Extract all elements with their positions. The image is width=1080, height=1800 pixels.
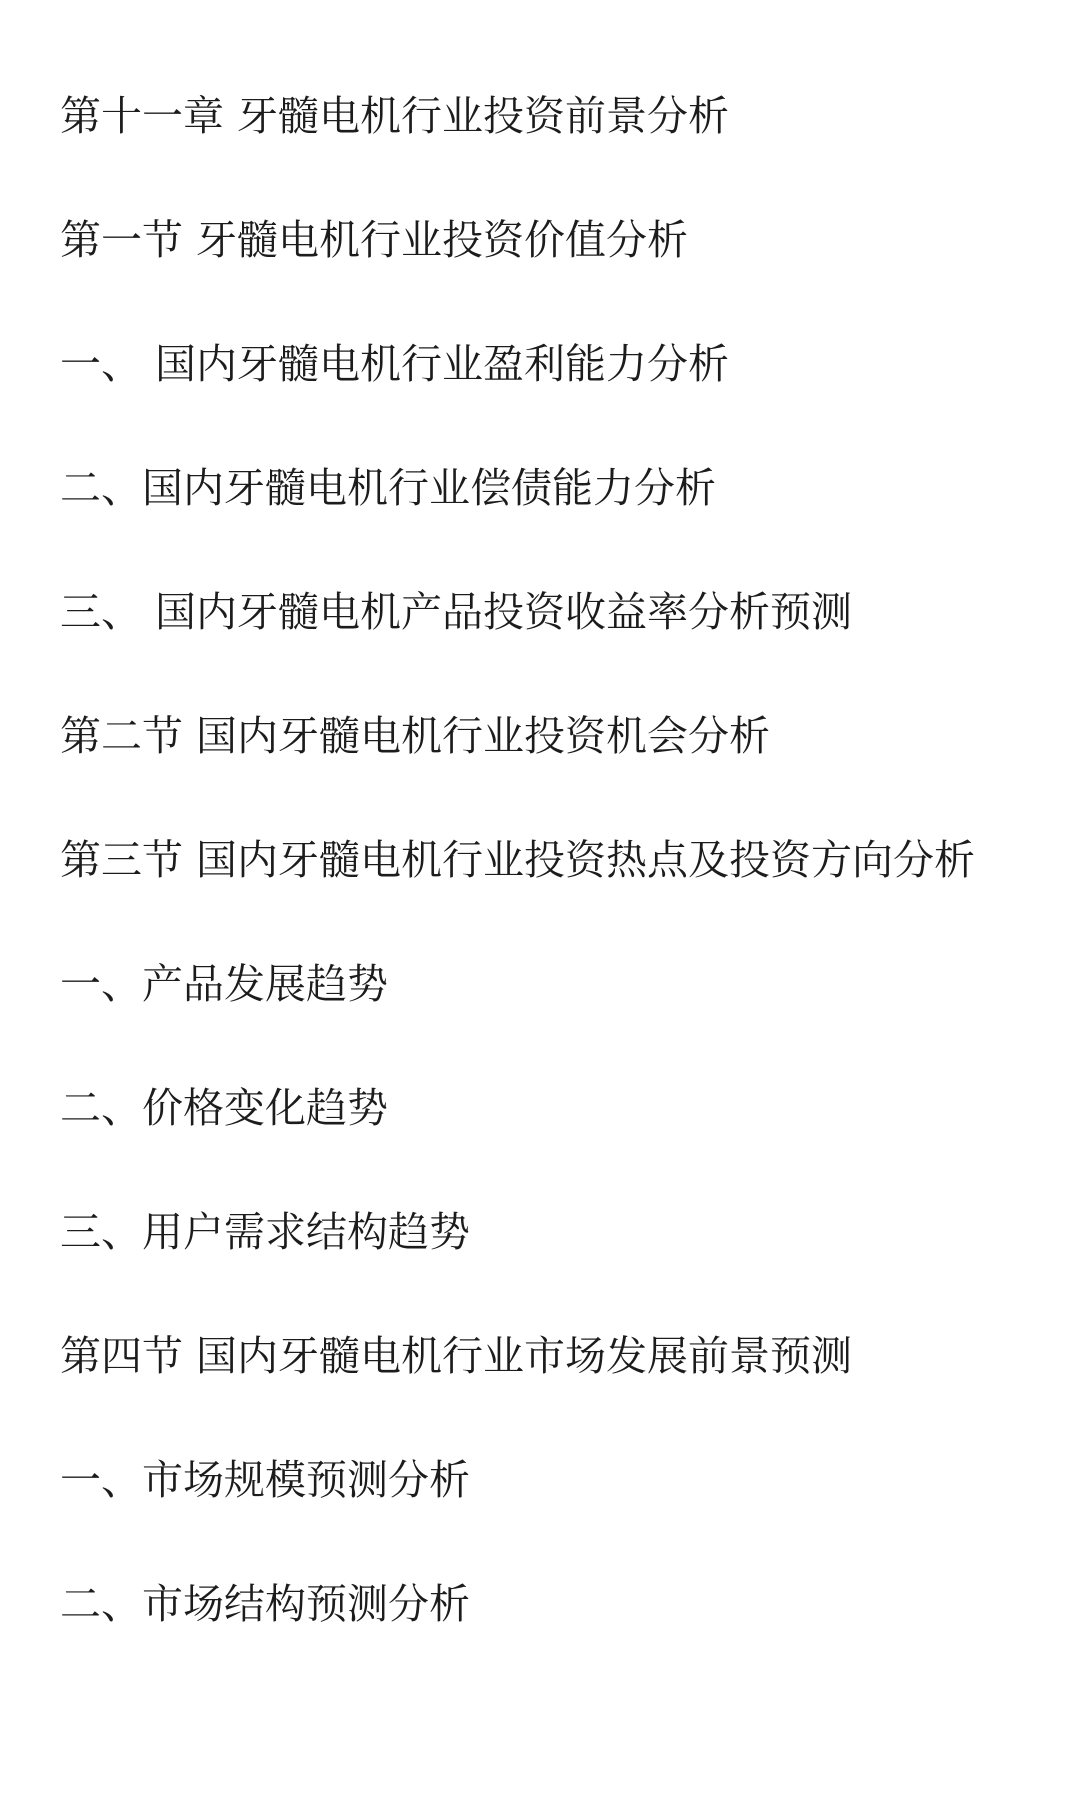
list-item: 一、产品发展趋势	[60, 960, 388, 1008]
list-item: 二、市场结构预测分析	[60, 1580, 470, 1628]
document-body	[60, 0, 1060, 1800]
list-item: 一、市场规模预测分析	[60, 1456, 470, 1504]
list-item: 二、价格变化趋势	[60, 1084, 388, 1132]
section-heading-2: 第二节 国内牙髓电机行业投资机会分析	[60, 712, 771, 760]
list-item: 一、 国内牙髓电机行业盈利能力分析	[60, 340, 730, 388]
section-heading-4: 第四节 国内牙髓电机行业市场发展前景预测	[60, 1332, 853, 1380]
section-heading-3: 第三节 国内牙髓电机行业投资热点及投资方向分析	[60, 836, 976, 884]
section-heading-1: 第一节 牙髓电机行业投资价值分析	[60, 216, 689, 264]
list-item: 三、用户需求结构趋势	[60, 1208, 470, 1256]
list-item: 三、 国内牙髓电机产品投资收益率分析预测	[60, 588, 853, 636]
chapter-heading: 第十一章 牙髓电机行业投资前景分析	[60, 92, 730, 140]
list-item: 二、国内牙髓电机行业偿债能力分析	[60, 464, 716, 512]
